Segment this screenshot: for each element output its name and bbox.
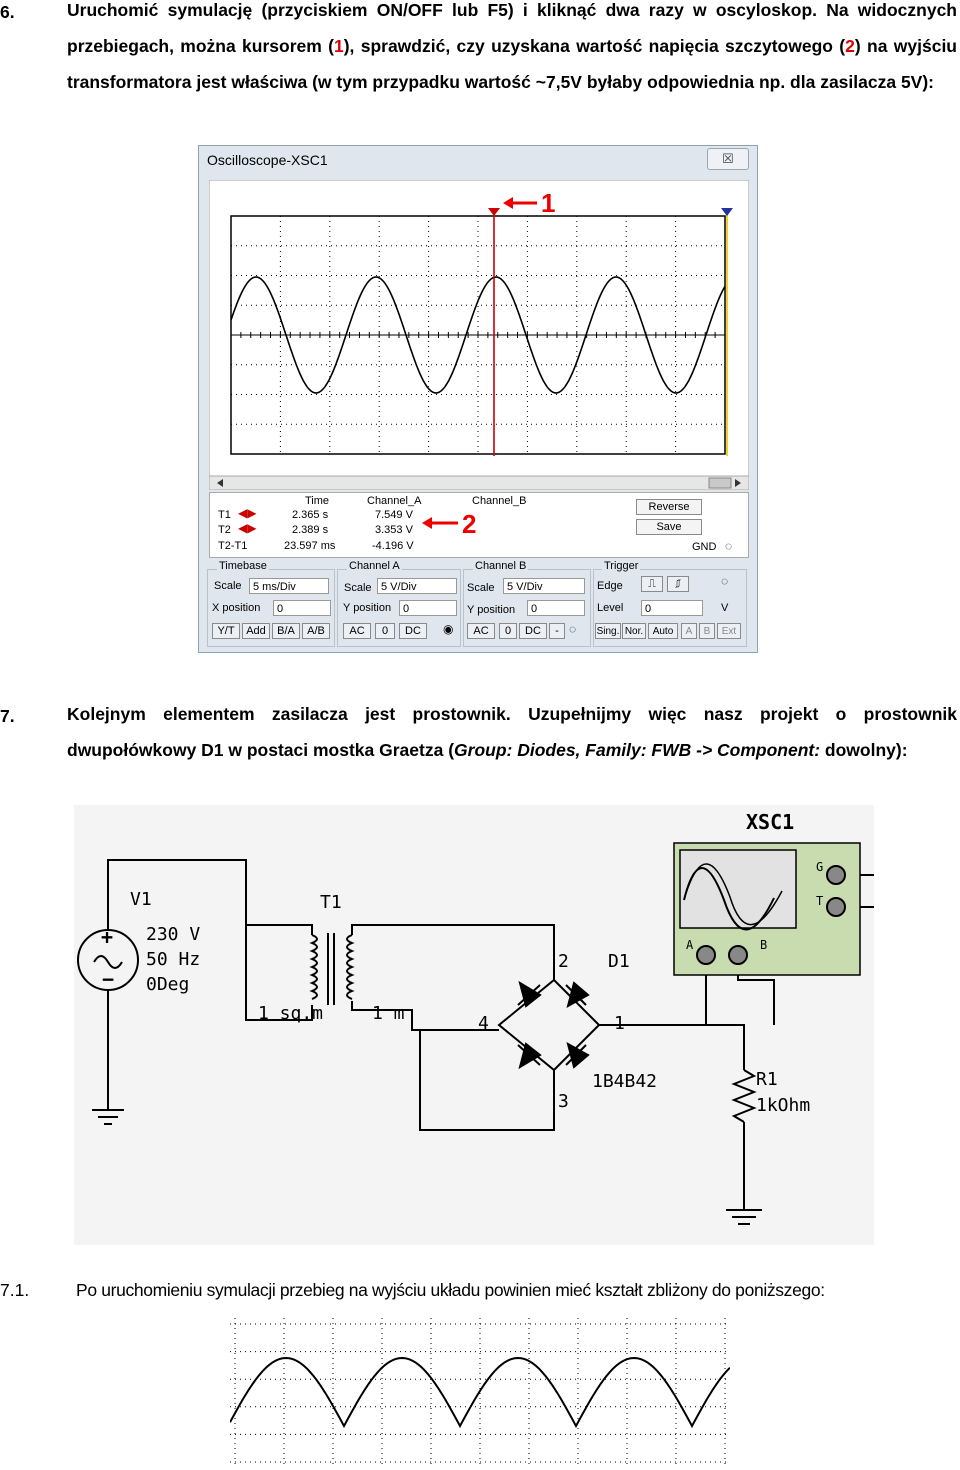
pin-2-label: 2 bbox=[558, 951, 569, 972]
scope-b-label: B bbox=[760, 938, 768, 952]
minus-sign-icon: − bbox=[102, 967, 115, 991]
t1-secondary-label: 1 m bbox=[372, 1003, 405, 1024]
gnd-terminal-icon[interactable]: ◌ bbox=[725, 539, 733, 553]
header-channel-a: Channel_A bbox=[367, 495, 422, 507]
channel-a-ypos-field[interactable]: 0 bbox=[399, 600, 457, 616]
t2-time: 2.389 s bbox=[292, 524, 329, 536]
scope-t-label: T bbox=[816, 894, 824, 908]
yt-button[interactable]: Y/T bbox=[212, 623, 240, 639]
normal-button[interactable]: Nor. bbox=[622, 623, 646, 639]
channel-b-ypos-field[interactable]: 0 bbox=[527, 600, 585, 616]
reverse-button[interactable]: Reverse bbox=[636, 499, 702, 515]
edge-label: Edge bbox=[597, 580, 623, 592]
marker-1-label: 1 bbox=[541, 188, 556, 218]
channel-b-zero-button[interactable]: 0 bbox=[499, 623, 517, 639]
section-6-line-2: przebiegach, można kursorem (1), sprawdzić, czy uzyskana wartość napięcia szczytowego (2) na wyjściu bbox=[67, 36, 957, 56]
channel-a-terminal-icon[interactable]: ◉ bbox=[443, 622, 454, 636]
t1-primary-label: 1 sq.m bbox=[258, 1003, 324, 1024]
rising-edge-icon[interactable]: ⎍ bbox=[641, 576, 663, 592]
trigger-b-button[interactable]: B bbox=[699, 623, 715, 639]
channel-b-scale-field[interactable]: 5 V/Div bbox=[503, 578, 585, 594]
pin-4-label: 4 bbox=[478, 1013, 489, 1034]
row-t1-label: T1 bbox=[218, 509, 231, 521]
d1-model-label: 1B4B42 bbox=[592, 1071, 658, 1092]
header-time: Time bbox=[305, 495, 330, 507]
channel-b-terminal-icon[interactable]: ◌ bbox=[569, 622, 577, 636]
channel-a-scale-label: Scale bbox=[344, 582, 372, 594]
single-button[interactable]: Sing. bbox=[595, 623, 621, 639]
add-button[interactable]: Add bbox=[242, 623, 270, 639]
v1-phase: 0Deg bbox=[146, 974, 190, 995]
section-number: 7. bbox=[0, 706, 15, 726]
level-field[interactable]: 0 bbox=[641, 600, 703, 616]
v1-frequency: 50 Hz bbox=[146, 949, 201, 970]
timebase-scale-label: Scale bbox=[214, 580, 242, 592]
channel-b-ac-button[interactable]: AC bbox=[467, 623, 495, 639]
trigger-source-icon[interactable]: ◌ bbox=[721, 574, 729, 588]
channel-a-scale-field[interactable]: 5 V/Div bbox=[377, 578, 457, 594]
t2-arrows-icon[interactable]: ◀▶ bbox=[238, 521, 257, 535]
t1-arrows-icon[interactable]: ◀▶ bbox=[238, 506, 257, 520]
section-7-line-1: Kolejnym elementem zasilacza jest prostownik. Uzupełnijmy więc nasz projekt o prostownik bbox=[67, 704, 957, 724]
section-number: 7.1. bbox=[0, 1280, 30, 1300]
section-number: 6. bbox=[0, 2, 15, 22]
pin-3-label: 3 bbox=[558, 1091, 569, 1112]
section-7-line-2: dwupołówkowy D1 w postaci mostka Graetza (Group: Diodes, Family: FWB -> Component: dowolny): bbox=[67, 740, 908, 760]
pin-1-label: 1 bbox=[614, 1013, 625, 1034]
scope-a-label: A bbox=[686, 938, 694, 952]
channel-b-minus-button[interactable]: - bbox=[549, 623, 565, 639]
v1-voltage: 230 V bbox=[146, 924, 201, 945]
section-6-line-1: Uruchomić symulację (przyciskiem ON/OFF lub F5) i kliknąć dwa razy w oscyloskop. Na widocznych bbox=[67, 0, 957, 20]
marker-2-arrow bbox=[418, 512, 488, 542]
readout-panel bbox=[209, 492, 749, 558]
level-unit: V bbox=[721, 602, 729, 614]
channel-a-zero-button[interactable]: 0 bbox=[375, 623, 395, 639]
section-7-text bbox=[67, 696, 957, 768]
t1-time: 2.365 s bbox=[292, 509, 329, 521]
oscilloscope-window bbox=[198, 145, 758, 653]
gnd-label: GND bbox=[692, 541, 717, 553]
v1-label: V1 bbox=[130, 889, 152, 910]
channel-b-dc-button[interactable]: DC bbox=[519, 623, 547, 639]
d1-label: D1 bbox=[608, 951, 630, 972]
delta-time: 23.597 ms bbox=[284, 540, 336, 552]
falling-edge-icon[interactable]: ⎎ bbox=[667, 576, 689, 592]
trigger-label: Trigger bbox=[604, 560, 639, 572]
trigger-ext-button[interactable]: Ext bbox=[717, 623, 741, 639]
ab-button[interactable]: A/B bbox=[302, 623, 330, 639]
scroll-thumb[interactable] bbox=[709, 478, 731, 488]
section-6-text bbox=[67, 0, 957, 100]
plus-sign-icon: + bbox=[101, 925, 114, 949]
save-button[interactable]: Save bbox=[636, 519, 702, 535]
t1-label: T1 bbox=[320, 892, 342, 913]
timebase-label: Timebase bbox=[219, 560, 267, 572]
horizontal-scrollbar[interactable] bbox=[209, 476, 749, 490]
channel-a-ypos-label: Y position bbox=[343, 602, 392, 614]
channel-a-ac-button[interactable]: AC bbox=[343, 623, 371, 639]
close-button[interactable]: ☒ bbox=[707, 148, 749, 170]
ba-button[interactable]: B/A bbox=[272, 623, 300, 639]
level-label: Level bbox=[597, 602, 624, 614]
x-position-field[interactable]: 0 bbox=[273, 600, 331, 616]
channel-b-scale-label: Scale bbox=[467, 582, 495, 594]
section-6-line-3: transformatora jest właściwa (w tym przypadku wartość ~7,5V byłaby odpowiednia np. dla zasilacza 5V): bbox=[67, 72, 935, 92]
window-title: Oscilloscope-XSC1 bbox=[207, 152, 328, 168]
svg-text:2: 2 bbox=[462, 512, 477, 539]
scope-display bbox=[209, 180, 749, 490]
channel-a-dc-button[interactable]: DC bbox=[399, 623, 427, 639]
circuit-schematic bbox=[74, 805, 874, 1245]
timebase-scale-field[interactable]: 5 ms/Div bbox=[249, 578, 329, 594]
t2-channel-a: 3.353 V bbox=[375, 524, 413, 536]
xsc1-label: XSC1 bbox=[746, 810, 795, 834]
channel-a-label: Channel A bbox=[349, 560, 400, 572]
section-71-text: Po uruchomieniu symulacji przebieg na wyjściu układu powinien mieć kształt zbliżony do poniższego: bbox=[76, 1280, 825, 1300]
channel-b-ypos-label: Y position bbox=[467, 604, 516, 616]
channel-b-label: Channel B bbox=[475, 560, 527, 572]
trigger-a-button[interactable]: A bbox=[681, 623, 697, 639]
x-position-label: X position bbox=[212, 602, 261, 614]
rectified-waveform bbox=[230, 1318, 730, 1468]
r1-label: R1 bbox=[756, 1069, 778, 1090]
header-channel-b: Channel_B bbox=[472, 495, 527, 507]
t1-channel-a: 7.549 V bbox=[375, 509, 413, 521]
auto-button[interactable]: Auto bbox=[648, 623, 678, 639]
scope-g-label: G bbox=[816, 860, 824, 874]
row-t2-label: T2 bbox=[218, 524, 231, 536]
r1-value: 1kOhm bbox=[756, 1095, 811, 1116]
delta-channel-a: -4.196 V bbox=[372, 540, 414, 552]
row-t2t1-label: T2-T1 bbox=[218, 540, 248, 552]
